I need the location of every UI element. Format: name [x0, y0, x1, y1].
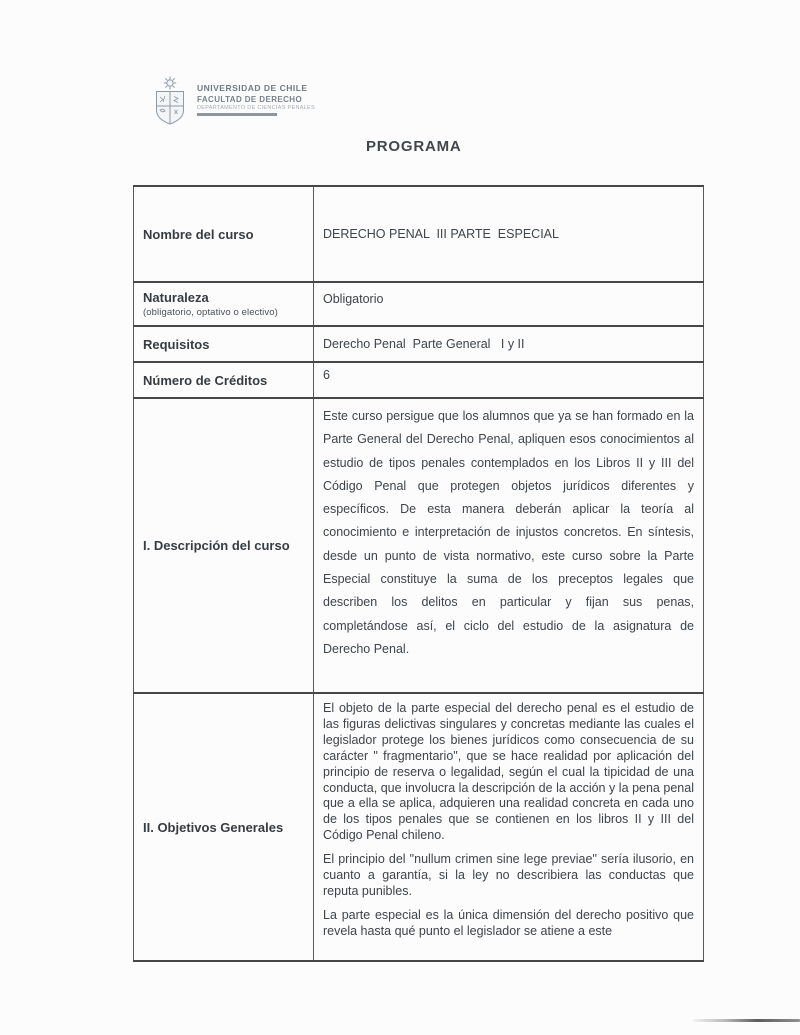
table-row-objectives: [134, 693, 704, 961]
row-value-objectives: [314, 693, 704, 961]
row-value-course-name: DERECHO PENAL III PARTE ESPECIAL: [314, 186, 704, 282]
row-label-requirements: Requisitos: [134, 326, 314, 362]
row-label-nature: [134, 282, 314, 326]
document-title: PROGRAMA: [366, 138, 462, 155]
table-row-credits: [134, 362, 704, 398]
description-paragraph: Este curso persigue que los alumnos que ya se han formado en la Parte General del Derecho Penal, apliquen esos conocimientos al estudio de tipos penales contemplados en los Libros II y III del Código Penal que protegen objetos jurídicos diferentes y específicos. De esta manera deberán aplicar la teoría al conocimiento e interpretación de injustos concretos. En síntesis, desde un punto de vista normativo, este curso sobre la Parte Especial constituye la suma de los preceptos legales que describen los delitos en particular y fijan sus penas, completándose así, el ciclo del estudio de la asignatura de Derecho Penal.: [323, 409, 694, 656]
logo-university-name: UNIVERSIDAD DE CHILE: [197, 83, 308, 93]
row-label-objectives: II. Objetivos Generales: [134, 693, 314, 961]
objectives-paragraph-3: La parte especial es la única dimensión del derecho positivo que revela hasta qué punto el legislador se atiene a este: [323, 907, 694, 938]
table-row-course-name: [134, 186, 704, 282]
course-info-table: [133, 185, 704, 962]
logo-faculty-name: FACULTAD DE DERECHO: [197, 94, 303, 104]
row-value-requirements: Derecho Penal Parte General I y II: [314, 326, 704, 362]
row-label-description: I. Descripción del curso: [134, 398, 314, 693]
objectives-paragraph-2: El principio del "nullum crimen sine lege previae" sería ilusorio, en cuanto a garantía, si la ley no describiera las conductas que reputa punibles.: [323, 852, 694, 898]
scan-artifact-line: [693, 1019, 800, 1022]
table-row-nature: [134, 282, 704, 326]
logo-underline: [197, 113, 277, 116]
table-row-requirements: [134, 326, 704, 362]
row-value-credits: 6: [314, 362, 704, 398]
nature-sublabel: (obligatorio, optativo o electivo): [143, 307, 278, 318]
university-crest-icon: [151, 76, 189, 126]
university-logo: [151, 76, 315, 126]
row-value-nature: Obligatorio: [314, 282, 704, 326]
logo-department-name: DEPARTAMENTO DE CIENCIAS PENALES: [197, 105, 315, 111]
table-row-description: [134, 398, 704, 693]
row-label-credits: Número de Créditos: [134, 362, 314, 398]
logo-text-block: [197, 83, 315, 116]
objectives-paragraph-1: El objeto de la parte especial del derecho penal es el estudio de las figuras delictivas singulares y concretas mediante las cuales el legislador protege los bienes jurídicos como consecuencia de su carácter " fragmentario", que se hace realidad por aplicación del principio de reserva o legalidad, según el cual la tipicidad de una conducta, que involucra la descripción de la acción y la pena penal que a ella se aplica, adquieren una realidad concreta en cada uno de los tipos penales que se contienen en los libros II y III del Código Penal chileno.: [323, 701, 694, 843]
row-label-course-name: Nombre del curso: [134, 186, 314, 282]
row-value-description: [314, 398, 704, 693]
nature-label: Naturaleza: [143, 290, 209, 305]
